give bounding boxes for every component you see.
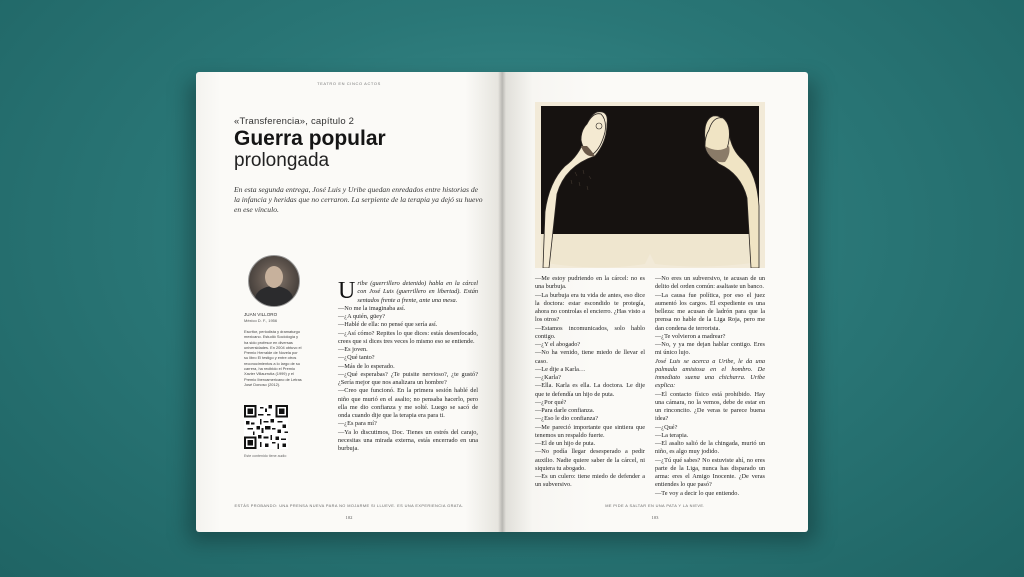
footer-note: ESTÁS PROBANDO: UNA PRENSA NUEVA PARA NO MOJARME SI LLUEVE. ES UNA EXPERIENCIA GRATA. (234, 503, 464, 508)
paragraph: —El asalto salió de la chingada, murió un niño, es algo muy jodido. (655, 440, 765, 456)
paragraph: —El de un hijo de puta. (535, 440, 596, 447)
paragraph: —No, y ya me dejan hablar contigo. Eres mi único lujo. (655, 341, 765, 357)
paragraph: —¿Y el abogado? (535, 341, 581, 348)
paragraph: —Me pareció importante que sintiera que tenemos un respaldo fuerte. (535, 423, 645, 439)
running-head: TEATRO EN CINCO ACTOS (317, 81, 381, 86)
paragraph: —¿Qué tanto? (338, 354, 375, 362)
article-body-column (338, 280, 478, 453)
paragraph: —No eres un subversivo, te acusan de un delito del orden común: asaltaste un banco. (655, 275, 765, 291)
footer-note: ME PIDE A SALTAR EN UNA PATA Y LA NIEVE. (605, 503, 705, 508)
paragraph: —Más de lo esperado. (338, 362, 395, 370)
article-body-column (535, 275, 645, 490)
page-number: 103 (651, 515, 659, 520)
spine-fold (498, 72, 506, 532)
drop-cap: U (338, 278, 356, 304)
author-name: JUAN VILLORO (244, 312, 278, 317)
paragraph: —No ha venido, tiene miedo de llevar el caso. (535, 349, 645, 365)
author-origin: México D. F., 1956 (244, 318, 278, 323)
paragraph: —Creo que funcionó. En la primera sesión hablé del niño que murió en el asalto; no pensaba hacerlo, pero ella me dio confianza y me solté. Luego se sacó de onda cuando dije que la terapia era para ti. (338, 387, 478, 419)
paragraph: —Te voy a decir lo que entiendo. (655, 489, 740, 497)
author-photo (248, 255, 300, 307)
paragraph: —¿Qué? (655, 423, 678, 431)
qr-caption: Este contenido tiene audio (244, 454, 287, 458)
paragraph: —¿Tú qué sabes? No estuviste ahí, no eres parte de la Liga, nunca has disparado un arma: eres el Amigo Inocente. ¿De veras entiendes lo que pasó? (655, 456, 765, 489)
paragraph: —¿Eso le dio confianza? (535, 415, 599, 423)
author-bio: Escritor, periodista y dramaturgo mexicano. Estudió Sociología y ha sido profesor en diversas universidades. En 2004 obtuvo el Premio Herralde de Novela por su libro El testigo y entre otros reconocimientos a lo largo de su carrera, ha recibido el Premio Xavier Villaurrutia (1999) y el Premio Iberoamericano de Letras José Donoso (2012). (244, 329, 302, 387)
paragraph: —Le dije a Karla… (535, 365, 586, 373)
article-headline: Guerra popular (234, 127, 386, 150)
illustration (535, 102, 765, 268)
paragraph: —¿Por qué? (535, 398, 567, 406)
paragraph: —Es joven. (338, 346, 368, 353)
paragraph: José Luis se acerca a Uribe, le da una palmada amistosa en el hombro. De inmediato suena una chicharra. Uribe explica: (655, 357, 765, 390)
qr-code[interactable] (244, 405, 288, 449)
paragraph: —Ya lo discutimos, Doc. Tienes un estrés del carajo, necesitas una mirada externa, estás encerrado en una burbuja. (338, 428, 478, 452)
paragraph: —Es un culero: tiene miedo de defender a un subversivo. (535, 473, 645, 489)
paragraph: —La terapia. (655, 431, 689, 439)
section-title: «Transferencia», capítulo 2 (234, 116, 355, 127)
paragraph: —El contacto físico está prohibido. Hay una cámara, no la vemos, debe de estar en un rinconcito. ¿De veras te parece buena idea? (655, 390, 765, 423)
article-subhead: prolongada (234, 150, 330, 171)
paragraph: —¿Qué esperabas? ¿Te puisite nervioso?, ¿te gustó? ¿Sería mejor que nos analizara un hombre? (338, 370, 478, 386)
paragraph: —Hablé de ella: no pensé que sería así. (338, 321, 438, 329)
paragraph: —¿A quién, güey? (338, 313, 386, 320)
left-page (196, 72, 502, 532)
right-page (502, 72, 808, 532)
paragraph: —Para darle confianza. (535, 407, 595, 414)
article-dek: En esta segunda entrega, José Luis y Uribe quedan enredados entre historias de la infancia y heridas que no cerraron. La serpiente de la terapia ya dejó su huevo en ese vínculo. (234, 185, 483, 215)
paragraph: —¿Así cómo? Repites lo que dices: estás desenfocado, crees que si dices tres veces lo mismo eso se entiende. (338, 329, 478, 345)
paragraph: —No me la imaginaba así. (338, 304, 406, 312)
paragraph: —¿Karla? (535, 374, 561, 381)
paragraph: —La causa fue política, por eso el juez aumentó los cargos. El expediente es una belleza: me acusan de ladrón para que la prensa no hable de la Liga Roja, pero me dan condena de terrorista. (655, 291, 765, 332)
paragraph: —La burbuja era tu vida de antes, eso dice la doctora: estar escondido te protegía, ahora no controlas el encierro. ¿Has visto a los otros? (535, 291, 645, 324)
article-body-column (655, 275, 765, 498)
paragraph: —¿Es para mí? (338, 420, 377, 428)
paragraph: —Me estoy pudriendo en la cárcel: no es una burbuja. (535, 275, 645, 291)
paragraph: —Estamos incomunicados, solo hablo contigo. (535, 324, 645, 340)
paragraph: —No podía llegar desesperado a pedir auxilio. Nadie quiere saber de la cárcel, ni siquiera tu abogado. (535, 448, 645, 472)
paragraph: —¿Te volvieron a madrear? (655, 332, 726, 340)
paragraph: ribe (guerrillero detenido) habla en la cárcel con José Luis (guerrillero en libertad). Están sentados frente a frente, ante una mesa. (357, 280, 478, 304)
page-number: 102 (345, 515, 353, 520)
paragraph: —Ella. Karla es ella. La doctora. Le dije que te defendía un hijo de puta. (535, 382, 645, 398)
